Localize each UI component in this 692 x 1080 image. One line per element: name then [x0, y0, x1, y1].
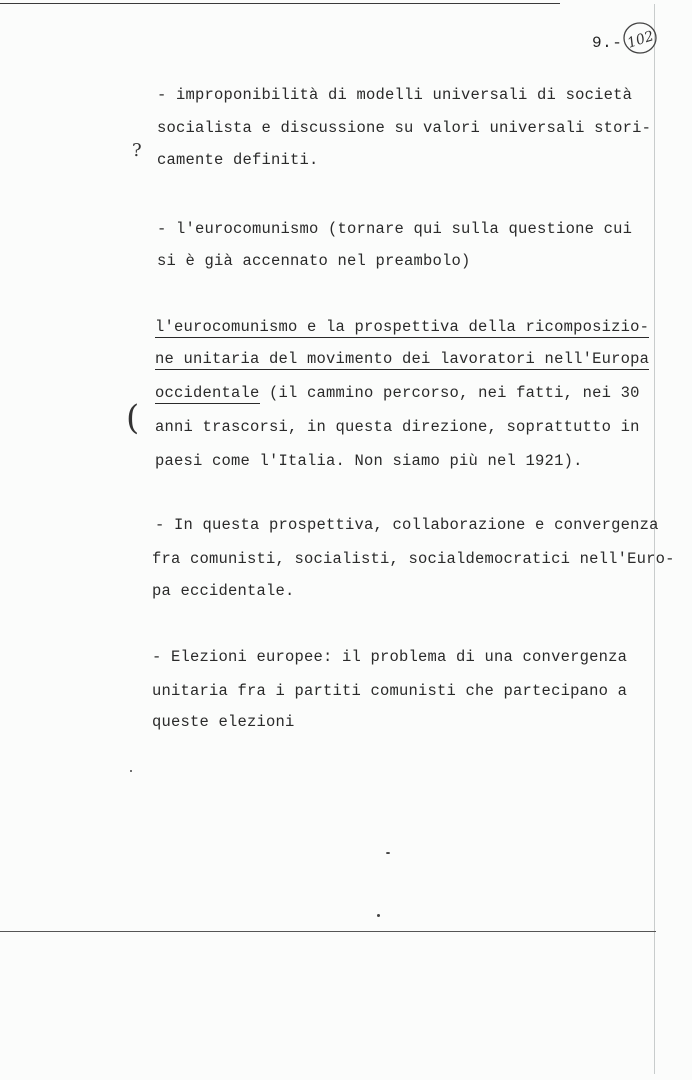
text-line: socialista e discussione su valori universali stori- — [157, 119, 652, 137]
underlined-text: ne unitaria del movimento dei lavoratori nell'Europa — [155, 350, 650, 368]
page-right-edge — [654, 4, 655, 1074]
text-line: camente definiti. — [157, 151, 319, 169]
text-line: anni trascorsi, in questa direzione, soprattutto in — [155, 418, 640, 436]
page-top-edge — [0, 3, 560, 4]
bottom-rule — [0, 931, 656, 932]
text-line: - In questa prospettiva, collaborazione e convergenza — [155, 516, 659, 534]
margin-question-mark: ? — [132, 140, 142, 161]
page-number: 9.- — [592, 34, 623, 52]
text-line: unitaria fra i partiti comunisti che partecipano a — [152, 682, 628, 700]
text-line: si è già accennato nel preambolo) — [157, 252, 471, 270]
text-line: paesi come l'Italia. Non siamo più nel 1921). — [155, 452, 583, 470]
text-line: fra comunisti, socialisti, socialdemocratici nell'Euro- — [152, 550, 675, 568]
ink-speck — [377, 914, 380, 917]
text-line: - l'eurocomunismo (tornare qui sulla questione cui — [157, 220, 633, 238]
ink-speck — [130, 770, 132, 772]
underlined-text: l'eurocomunismo e la prospettiva della ricomposizio- — [155, 318, 650, 336]
text-line: pa eccidentale. — [152, 582, 295, 600]
text-line-continuation: (il cammino percorso, nei fatti, nei 30 — [259, 384, 640, 402]
text-line: queste elezioni — [152, 713, 295, 731]
archive-stamp-number: 102 — [625, 28, 656, 52]
text-line: - Elezioni europee: il problema di una convergenza — [152, 648, 628, 666]
margin-bracket: ( — [126, 398, 140, 438]
archive-stamp — [622, 20, 658, 56]
underlined-text: occidentale — [155, 384, 260, 402]
ink-speck — [386, 852, 390, 854]
text-line: - improponibilità di modelli universali di società — [157, 86, 633, 104]
